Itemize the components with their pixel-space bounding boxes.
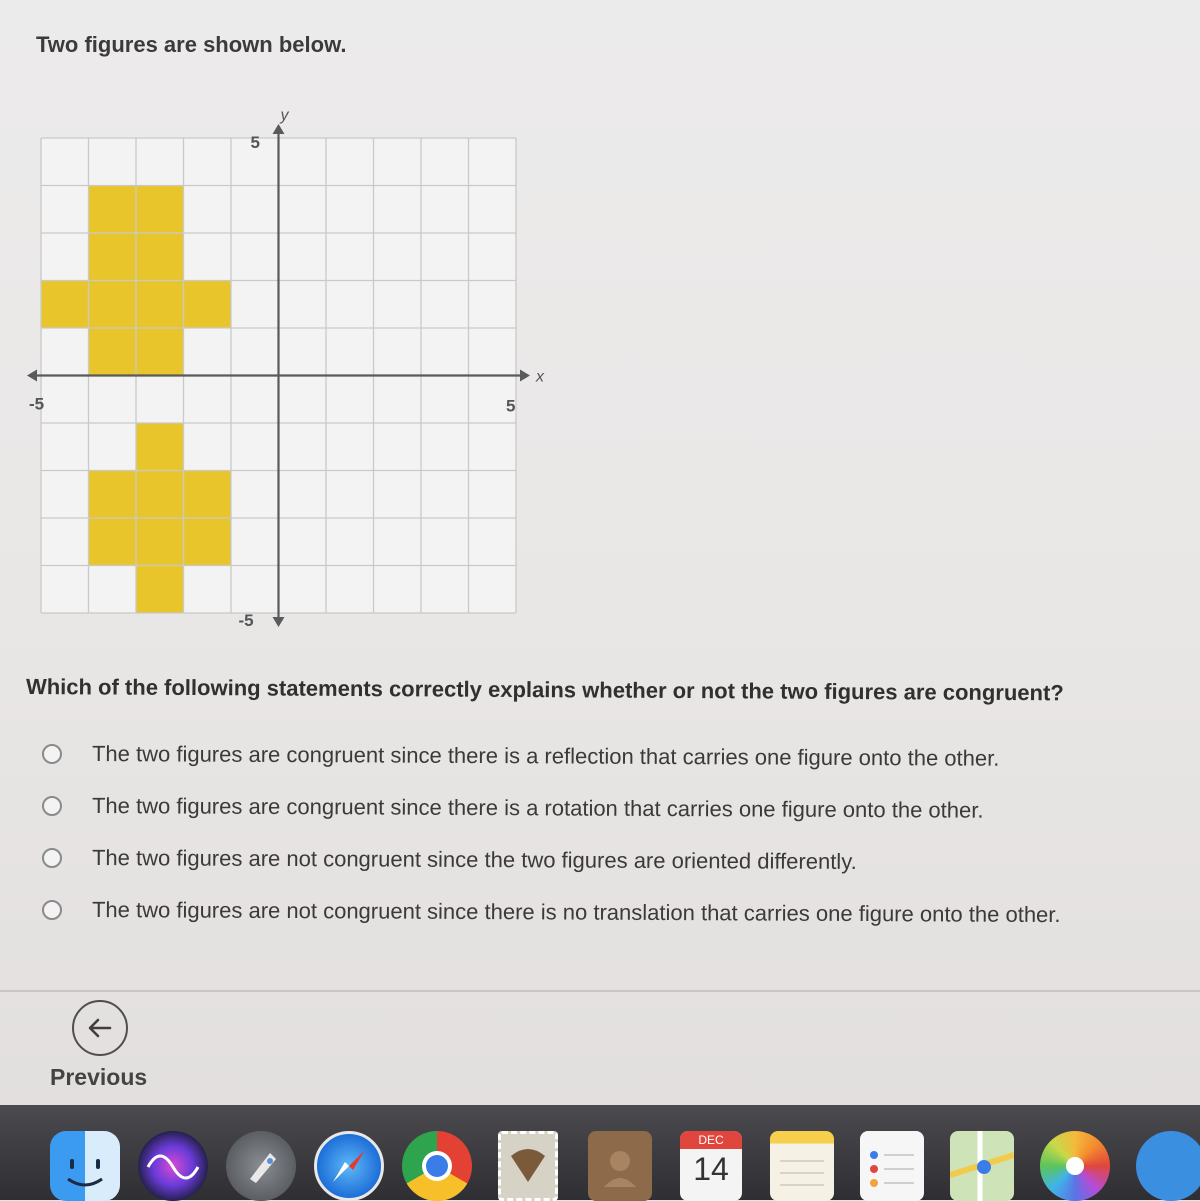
finder-icon[interactable] — [50, 1131, 120, 1201]
radio-button[interactable] — [42, 796, 62, 816]
lower-cross-cell — [136, 471, 184, 519]
notes-icon[interactable] — [770, 1131, 834, 1201]
mail-icon[interactable] — [498, 1131, 558, 1201]
option-label: The two figures are not congruent since the two figures are oriented differently. — [91, 845, 857, 875]
contacts-icon[interactable] — [588, 1131, 652, 1201]
y-axis-arrow-down — [273, 617, 285, 627]
upper-cross-cell — [89, 328, 137, 376]
siri-icon[interactable] — [138, 1131, 208, 1201]
lower-cross-cell — [136, 566, 184, 614]
upper-cross-cell — [136, 281, 184, 329]
option-rotation[interactable] — [42, 780, 1061, 832]
answer-options — [42, 728, 1061, 936]
upper-cross-cell — [136, 233, 184, 281]
calendar-month: DEC — [680, 1131, 742, 1149]
upper-cross-cell — [89, 281, 137, 329]
lower-cross-cell — [136, 423, 184, 471]
y-min-tick-label: -5 — [238, 611, 254, 630]
x-axis-arrow-right — [520, 370, 530, 382]
option-reflection[interactable] — [42, 728, 1061, 780]
lower-cross-cell — [89, 471, 137, 519]
maps-icon[interactable] — [950, 1131, 1014, 1201]
upper-cross-cell — [89, 233, 137, 281]
macos-dock — [0, 1105, 1200, 1200]
lower-cross-cell — [89, 518, 137, 566]
x-min-tick-label: -5 — [29, 394, 45, 414]
lower-cross-cell — [184, 518, 232, 566]
question-text: Which of the following statements correctly explains whether or not the two figures are congruent? — [25, 674, 1064, 706]
upper-cross-cell — [89, 186, 137, 234]
calendar-icon[interactable] — [680, 1131, 742, 1201]
y-axis-label: y — [280, 107, 289, 124]
option-label: The two figures are not congruent since there is no translation that carries one figure onto the other. — [91, 897, 1061, 928]
lower-cross-cell — [136, 518, 184, 566]
lower-cross-cell — [184, 471, 232, 519]
intro-text: Two figures are shown below. — [36, 32, 347, 57]
upper-cross-cell — [136, 186, 184, 234]
photos-icon[interactable] — [1040, 1131, 1110, 1201]
option-oriented-differently[interactable] — [42, 832, 1061, 884]
option-label: The two figures are congruent since there is a rotation that carries one figure onto the other. — [91, 793, 984, 823]
previous-label: Previous — [50, 1064, 148, 1090]
option-no-translation[interactable] — [42, 884, 1061, 936]
divider — [0, 990, 1200, 992]
x-max-tick-label: 5 — [506, 396, 516, 416]
arrow-left-icon[interactable] — [72, 1000, 128, 1056]
x-axis-arrow-left — [27, 370, 37, 382]
upper-cross-cell — [41, 281, 89, 329]
upper-cross-cell — [136, 328, 184, 376]
chrome-icon[interactable] — [402, 1131, 472, 1201]
y-axis-arrow-up — [273, 124, 285, 134]
safari-icon[interactable] — [314, 1131, 384, 1201]
app-store-icon[interactable] — [1136, 1131, 1200, 1201]
radio-button[interactable] — [42, 744, 62, 764]
reminders-icon[interactable] — [860, 1131, 924, 1201]
coordinate-grid — [26, 100, 546, 640]
y-max-tick-label: 5 — [250, 133, 260, 152]
previous-button[interactable] — [50, 1000, 160, 1100]
x-axis-label: x — [536, 368, 544, 386]
radio-button[interactable] — [42, 848, 62, 868]
calendar-day: 14 — [693, 1151, 729, 1187]
option-label: The two figures are congruent since there is a reflection that carries one figure onto the other. — [91, 741, 1000, 771]
radio-button[interactable] — [42, 900, 62, 920]
upper-cross-cell — [184, 281, 232, 329]
launchpad-icon[interactable] — [226, 1131, 296, 1201]
